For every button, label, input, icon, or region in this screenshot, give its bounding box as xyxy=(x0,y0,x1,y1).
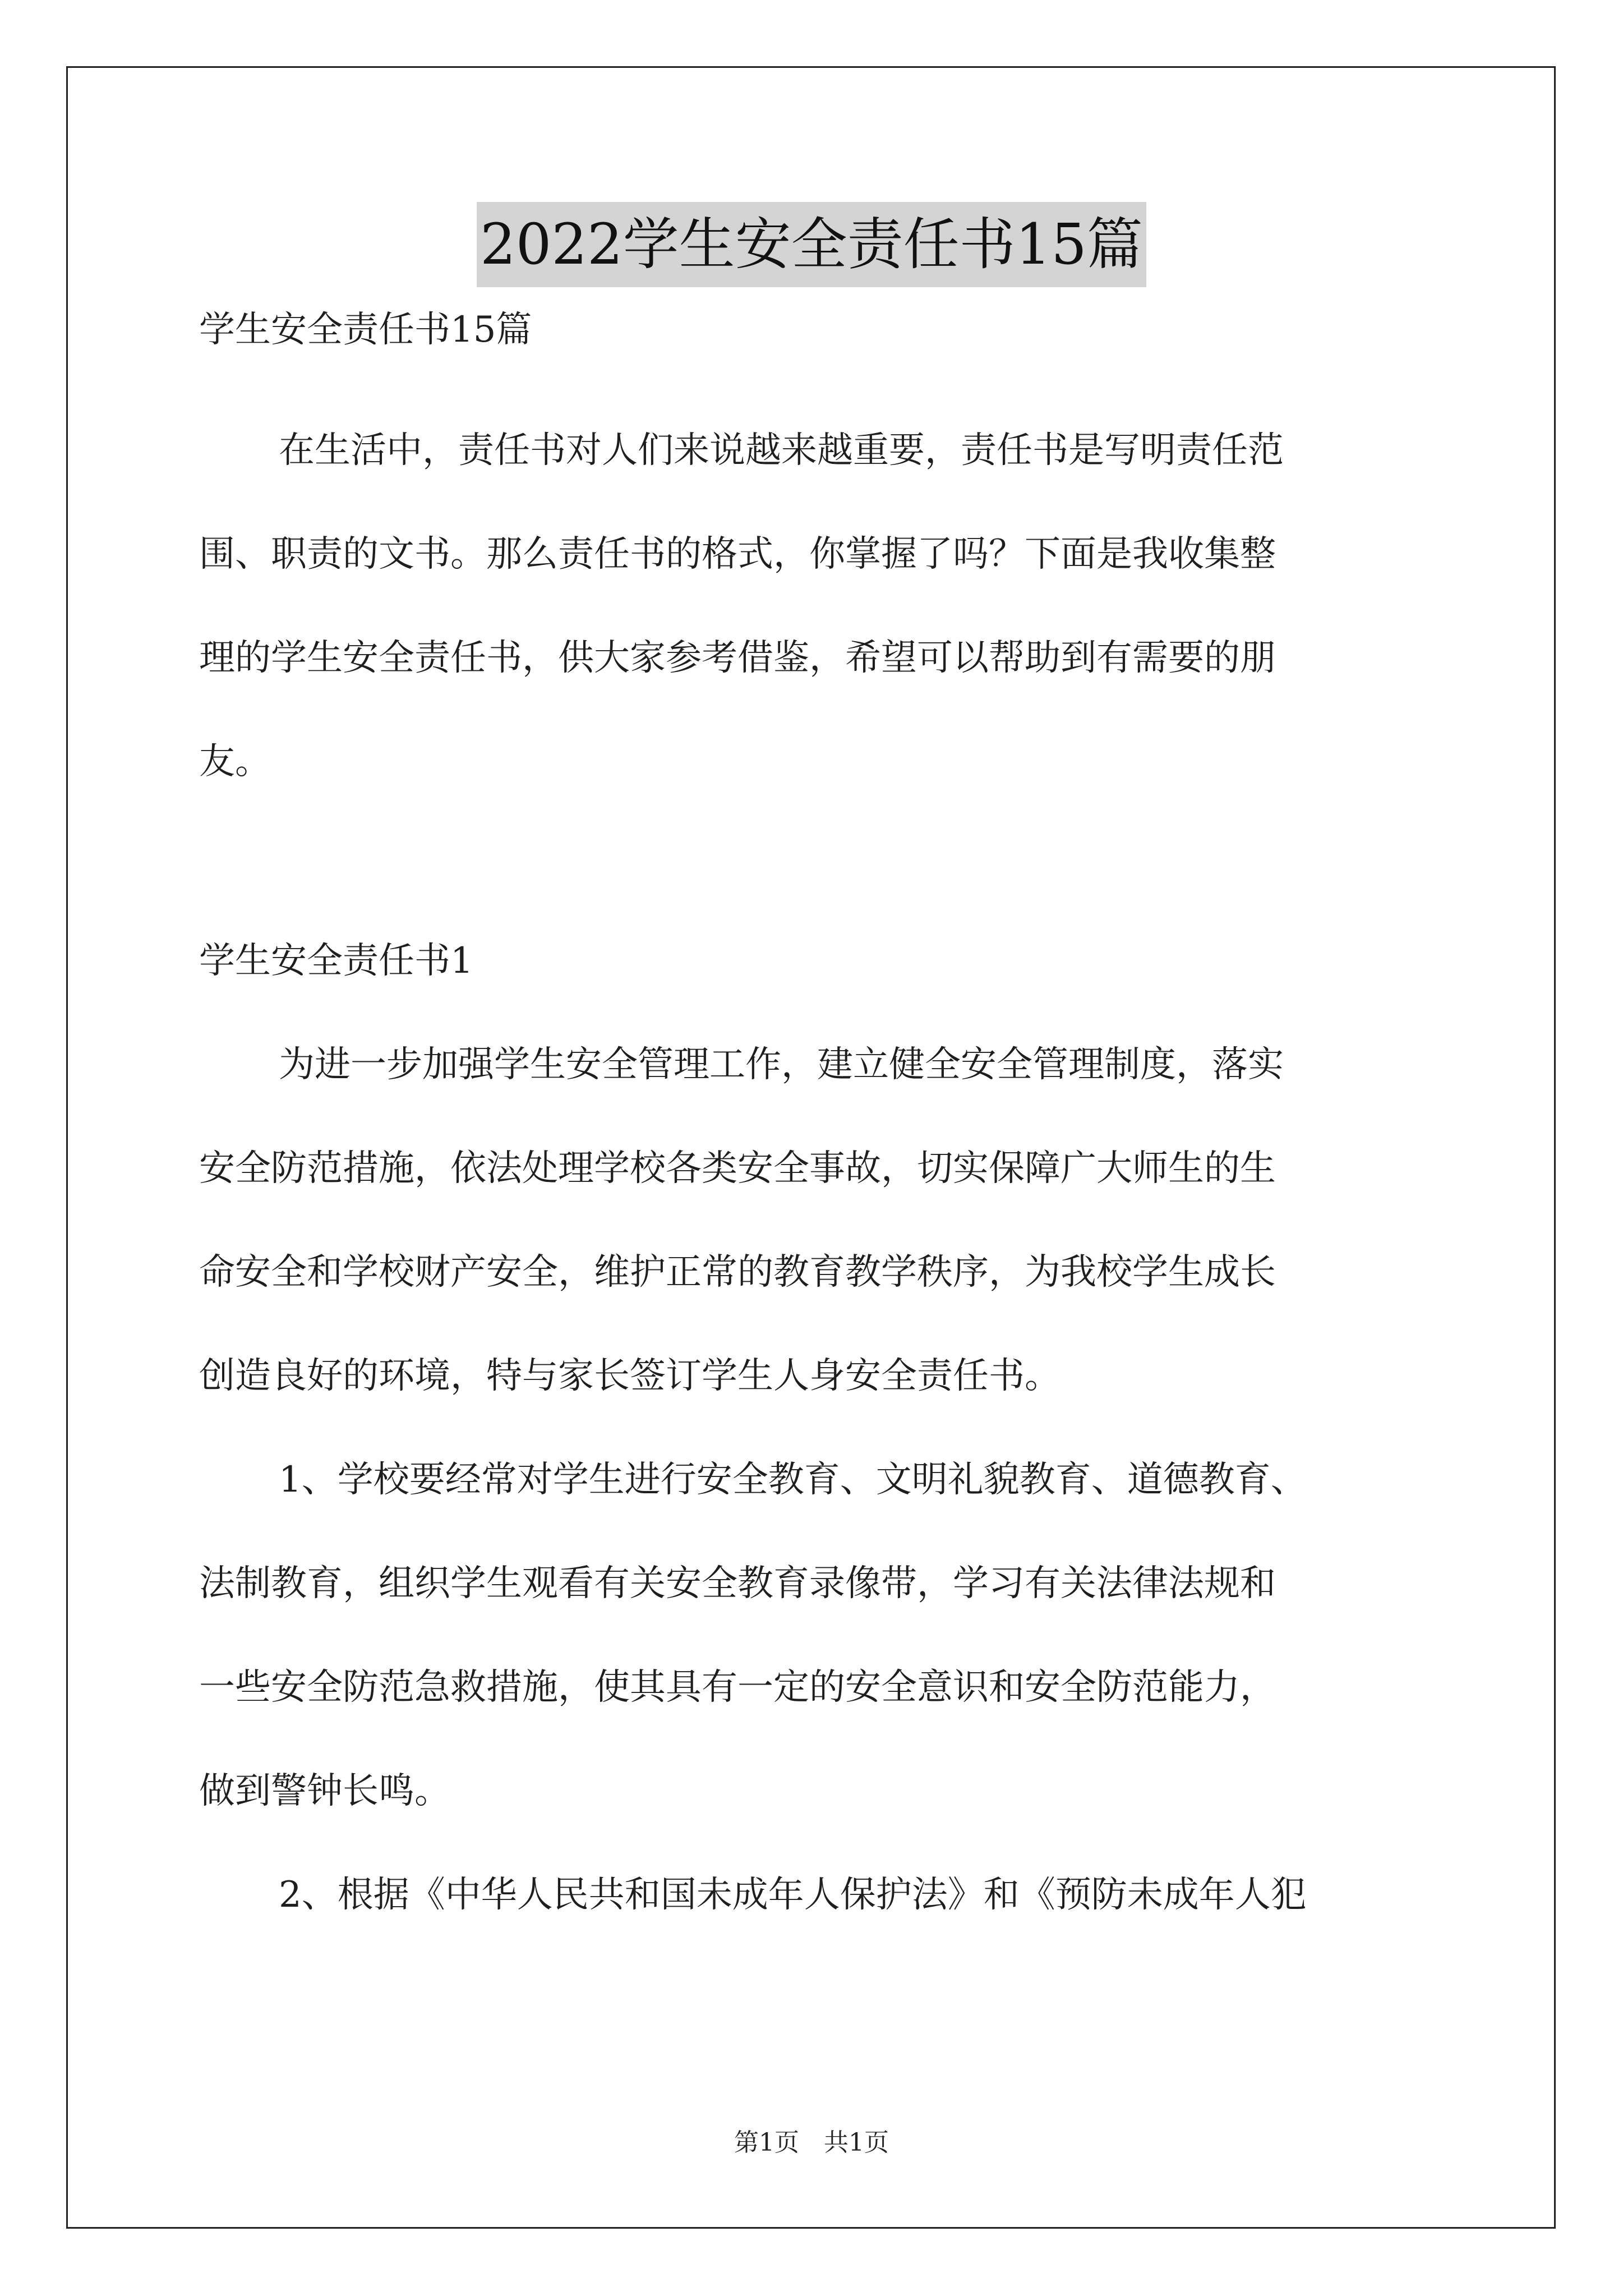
item2-paragraph xyxy=(199,1843,1455,1947)
page-footer: 第1页 共1页 xyxy=(734,2128,889,2157)
intro-paragraph xyxy=(199,399,1455,814)
section1-paragraph xyxy=(199,1013,1455,1428)
paragraph-line: 安全防范措施，依法处理学校各类安全事故，切实保障广大师生的生 xyxy=(199,1148,1276,1189)
item1-paragraph xyxy=(199,1428,1455,1843)
title-container xyxy=(0,202,1623,287)
section-heading: 学生安全责任书1 xyxy=(199,940,473,982)
paragraph-line: 友。 xyxy=(199,741,271,783)
document-subtitle: 学生安全责任书15篇 xyxy=(199,309,532,351)
document-title: 2022学生安全责任书15篇 xyxy=(477,202,1146,287)
paragraph-line: 2、根据《中华人民共和国未成年人保护法》和《预防未成年人犯 xyxy=(279,1874,1307,1916)
paragraph-line: 做到警钟长鸣。 xyxy=(199,1770,450,1812)
paragraph-line: 围、职责的文书。那么责任书的格式，你掌握了吗？下面是我收集整 xyxy=(199,533,1276,575)
paragraph-line: 一些安全防范急救措施，使其具有一定的安全意识和安全防范能力， xyxy=(199,1667,1276,1708)
paragraph-line: 创造良好的环境，特与家长签订学生人身安全责任书。 xyxy=(199,1355,1061,1397)
document-body xyxy=(199,303,1455,1947)
paragraph-line: 命安全和学校财产安全，维护正常的教育教学秩序，为我校学生成长 xyxy=(199,1251,1276,1293)
paragraph-line: 在生活中，责任书对人们来说越来越重要，责任书是写明责任范 xyxy=(279,430,1284,471)
paragraph-line: 理的学生安全责任书，供大家参考借鉴，希望可以帮助到有需要的朋 xyxy=(199,637,1276,679)
paragraph-line: 法制教育，组织学生观看有关安全教育录像带，学习有关法律法规和 xyxy=(199,1563,1276,1604)
paragraph-line: 为进一步加强学生安全管理工作，建立健全安全管理制度，落实 xyxy=(279,1044,1284,1085)
paragraph-line: 1、学校要经常对学生进行安全教育、文明礼貌教育、道德教育、 xyxy=(279,1459,1307,1501)
